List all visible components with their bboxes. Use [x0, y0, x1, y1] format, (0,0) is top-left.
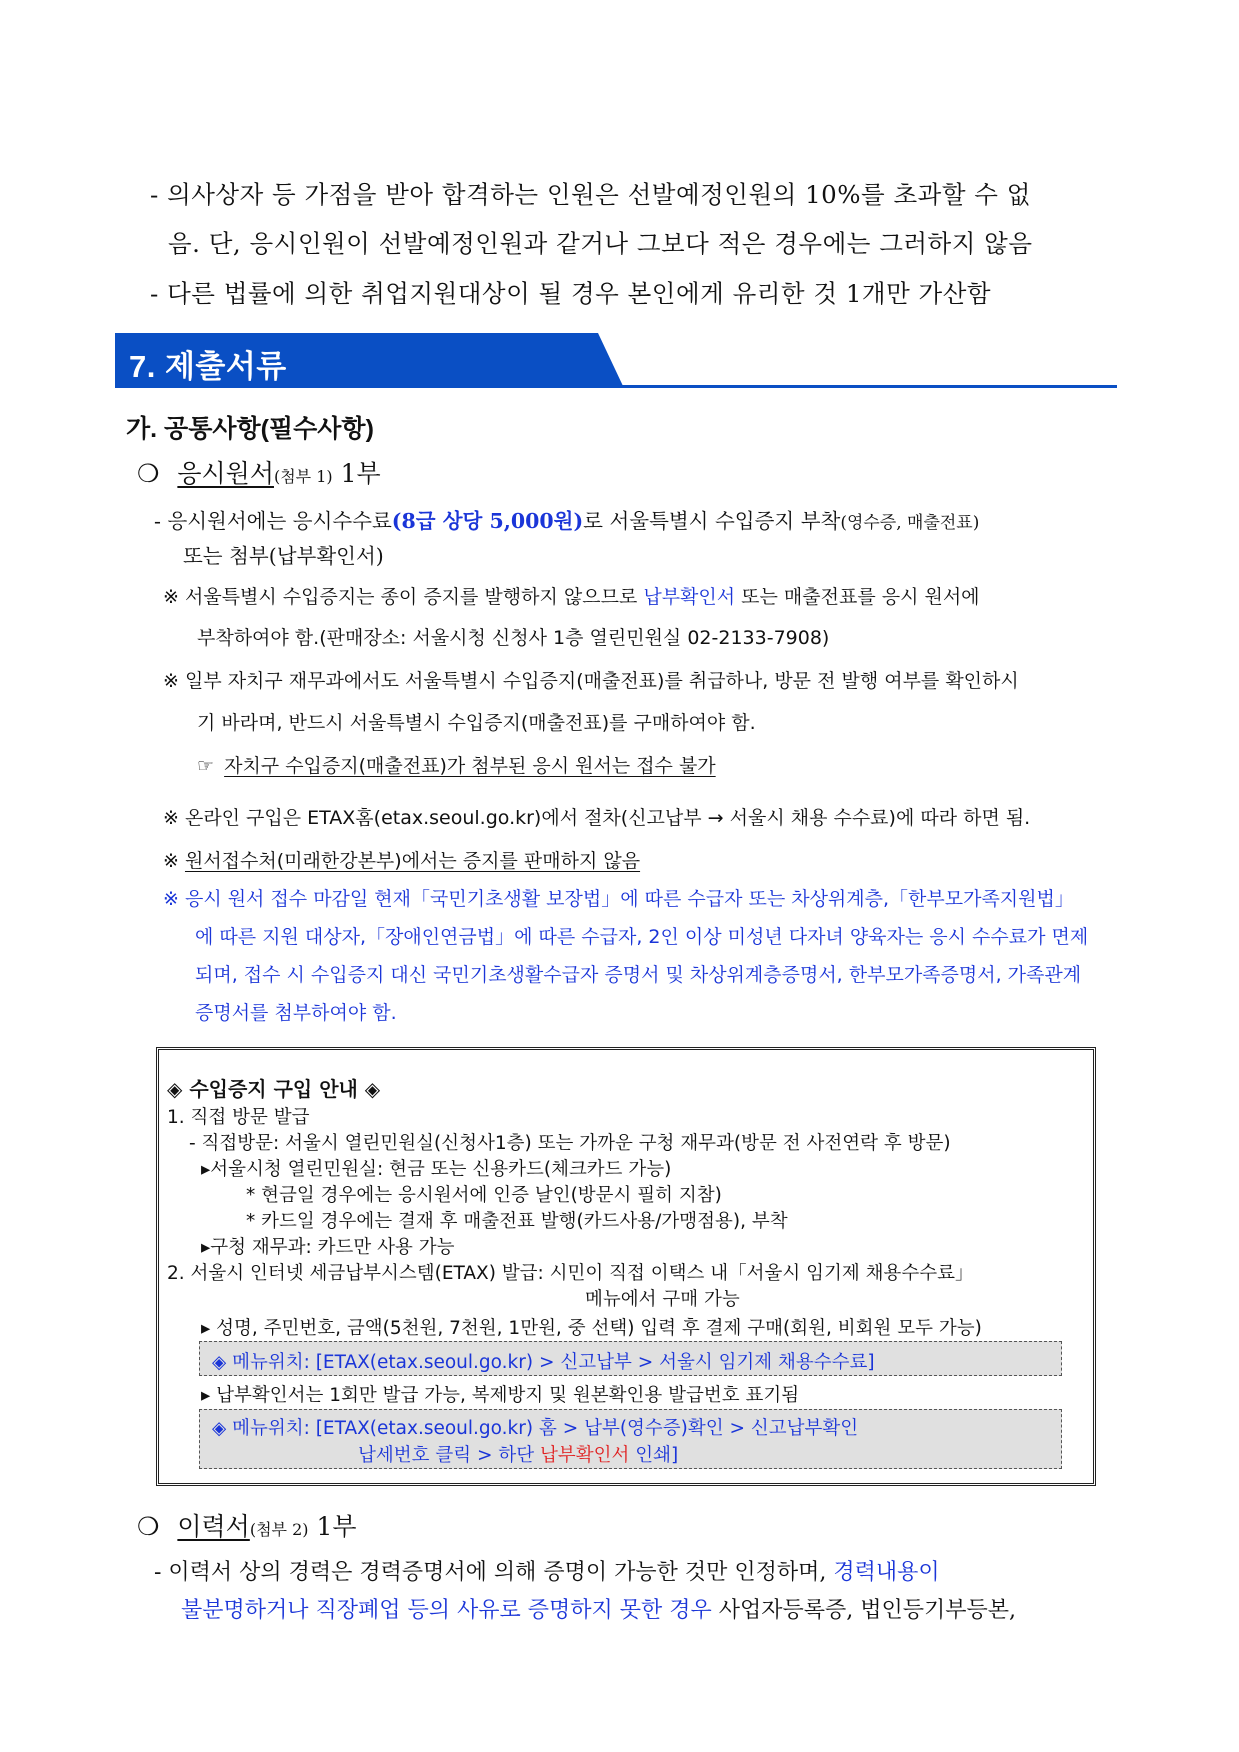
guide-visit-line: - 직접방문: 서울시 열린민원실(신청사1층) 또는 가까운 구청 재무과(방문 전 사전연락 후 방문) — [189, 1133, 951, 1154]
application-item — [137, 454, 381, 490]
application-count: 1부 — [340, 459, 381, 488]
note-4 — [163, 846, 640, 873]
resume-line-1-pre: - 이력서 상의 경력은 경력증명서에 의해 증명이 가능한 것만 인정하며, — [154, 1560, 834, 1585]
note-2-line-1: ※ 일부 자치구 재무과에서도 서울특별시 수입증지(매출전표)를 취급하나, 방문 전 발행 여부를 확인하시 — [163, 670, 1019, 692]
menu-location-2-pre: 납세번호 클릭 > 하단 — [358, 1445, 540, 1466]
section-title: 7. 제출서류 — [129, 349, 287, 384]
note-1-line-2: 부착하여야 함.(판매장소: 서울시청 신청사 1층 열린민원실 02-2133-7908) — [197, 627, 830, 649]
stamp-purchase-guide-box — [156, 1047, 1096, 1486]
fee-paren: (영수증, 매출전표) — [840, 513, 980, 533]
resume-line-2-post: 사업자등록증, 법인등기부등본, — [711, 1598, 1017, 1623]
bonus-limit-line-2: 음. 단, 응시인원이 선발예정인원과 같거나 그보다 적은 경우에는 그러하지 않음 — [168, 229, 1033, 258]
guide-receipt-line: ▸ 납부확인서는 1회만 발급 가능, 복제방지 및 원본확인용 발급번호 표기됨 — [201, 1385, 800, 1406]
guide-etax-input-line: ▸ 성명, 주민번호, 금액(5천원, 7천원, 1만원, 중 선택) 입력 후 결제 구매(회원, 비회원 모두 가능) — [201, 1318, 982, 1339]
note-4-text: 원서접수처(미래한강본부)에서는 증지를 판매하지 않음 — [184, 850, 641, 872]
note-1-blue: 납부확인서 — [643, 586, 736, 608]
menu-location-2-line-1: ◈ 메뉴위치: [ETAX(etax.seoul.go.kr) 홈 > 납부(영수증)확인 > 신고납부확인 — [212, 1418, 859, 1439]
pointing-hand-icon: ☞ — [197, 755, 215, 777]
note-2-warning — [197, 751, 716, 778]
resume-count: 1부 — [316, 1512, 357, 1541]
exempt-line-2: 에 따른 지원 대상자,「장애인연금법」에 따른 수급자, 2인 이상 미성년 다자녀 양육자는 응시 수수료가 면제 — [195, 926, 1089, 948]
section-header — [115, 333, 1117, 389]
fee-post: 로 서울특별시 수입증지 부착 — [583, 509, 841, 533]
menu-location-1 — [199, 1341, 1062, 1376]
guide-card-line: * 카드일 경우에는 결재 후 매출전표 발행(카드사용/가맹점용), 부착 — [246, 1211, 788, 1232]
bullet-circle-icon: ❍ — [137, 1512, 160, 1541]
application-name: 응시원서 — [177, 459, 274, 488]
guide-section-2-cont: 메뉴에서 구매 가능 — [585, 1289, 740, 1310]
exempt-line-3: 되며, 접수 시 수입증지 대신 국민기초생활수급자 증명서 및 차상위계층증명서, 한부모가족증명서, 가족관계 — [195, 964, 1082, 986]
fee-line-2: 또는 첨부(납부확인서) — [183, 544, 384, 568]
menu-location-2 — [199, 1409, 1062, 1469]
guide-section-1: 1. 직접 방문 발급 — [167, 1107, 310, 1128]
guide-cash-line: * 현금일 경우에는 응시원서에 인증 날인(방문시 필히 지참) — [246, 1185, 722, 1206]
note-2-warning-text: 자치구 수입증지(매출전표)가 첨부된 응시 원서는 접수 불가 — [224, 755, 716, 777]
guide-section-2: 2. 서울시 인터넷 세금납부시스템(ETAX) 발급: 시민이 직접 이택스 내「서울시 임기제 채용수수료」 — [167, 1263, 974, 1284]
fee-pre: - 응시원서에는 응시수수료 — [154, 509, 392, 533]
guide-district-line: ▸구청 재무과: 카드만 사용 가능 — [201, 1237, 455, 1258]
resume-line-1 — [154, 1555, 940, 1586]
bonus-limit-line-1: - 의사상자 등 가점을 받아 합격하는 인원은 선발예정인원의 10%를 초과할 수 없 — [150, 180, 1031, 209]
note-4-mark: ※ — [163, 850, 179, 872]
employment-support-line: - 다른 법률에 의한 취업지원대상이 될 경우 본인에게 유리한 것 1개만 가산함 — [150, 279, 992, 308]
note-1-post: 또는 매출전표를 응시 원서에 — [735, 586, 980, 608]
guide-title: ◈ 수입증지 구입 안내 ◈ — [167, 1077, 381, 1101]
bullet-circle-icon: ❍ — [137, 459, 160, 488]
exempt-line-1: ※ 응시 원서 접수 마감일 현재「국민기초생활 보장법」에 따른 수급자 또는 차상위계층,「한부모가족지원법」 — [163, 888, 1074, 910]
menu-location-2-line-2 — [358, 1441, 678, 1467]
common-heading: 가. 공통사항(필수사항) — [126, 415, 374, 443]
resume-line-2-blue: 불분명하거나 직장폐업 등의 사유로 증명하지 못한 경우 — [181, 1598, 712, 1623]
menu-location-2-post: 인쇄] — [629, 1445, 679, 1466]
resume-attach: (첨부 2) — [249, 1520, 309, 1539]
guide-cityhall-line: ▸서울시청 열린민원실: 현금 또는 신용카드(체크카드 가능) — [201, 1159, 672, 1180]
fee-amount: (8급 상당 5,000원) — [391, 509, 584, 533]
note-3: ※ 온라인 구입은 ETAX홈(etax.seoul.go.kr)에서 절차(신고납부 → 서울시 채용 수수료)에 따라 하면 됨. — [163, 807, 1031, 829]
resume-name: 이력서 — [177, 1512, 250, 1541]
note-1 — [163, 582, 980, 609]
fee-line — [154, 504, 979, 534]
note-2-line-2: 기 바라며, 반드시 서울특별시 수입증지(매출전표)를 구매하여야 함. — [197, 712, 756, 734]
note-1-pre: ※ 서울특별시 수입증지는 종이 증지를 발행하지 않으므로 — [163, 586, 644, 608]
menu-location-2-red: 납부확인서 — [540, 1445, 630, 1466]
resume-line-2 — [181, 1593, 1016, 1624]
resume-line-1-blue: 경력내용이 — [833, 1560, 940, 1585]
application-attach: (첨부 1) — [273, 467, 333, 486]
menu-location-1-text: ◈ 메뉴위치: [ETAX(etax.seoul.go.kr) > 신고납부 > 서울시 임기제 채용수수료] — [212, 1352, 875, 1373]
resume-item — [137, 1507, 357, 1543]
exempt-line-4: 증명서를 첨부하여야 함. — [195, 1002, 397, 1024]
